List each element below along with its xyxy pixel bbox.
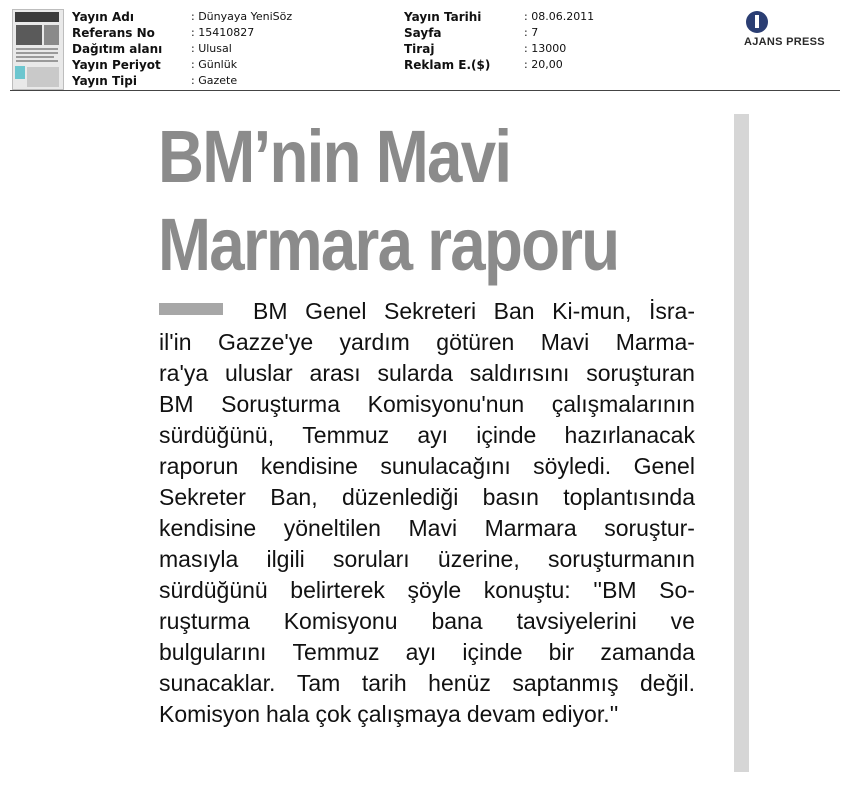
info-value: : Gazete bbox=[191, 74, 238, 87]
body-line: raporun kendisine sunulacağını söyledi. Genel bbox=[159, 453, 695, 479]
body-line: ra'ya uluslar arası sularda saldırısını soruşturan bbox=[159, 360, 695, 386]
body-line: bulgularını Temmuz ayı içinde bir zamanda bbox=[159, 639, 695, 665]
info-row-page bbox=[404, 25, 594, 41]
info-label: Reklam E.($) bbox=[404, 58, 491, 72]
info-value: : 15410827 bbox=[191, 26, 255, 39]
info-label: Yayın Tipi bbox=[72, 74, 137, 88]
body-line: BM Soruşturma Komisyonu'nun çalışmalarının bbox=[159, 391, 695, 417]
body-line: ruşturma Komisyonu bana tavsiyelerini ve bbox=[159, 608, 695, 634]
logo-mark-icon bbox=[746, 11, 768, 33]
ajans-press-logo bbox=[744, 11, 838, 51]
clipping-thumbnail bbox=[12, 9, 64, 90]
info-row-publication-name bbox=[72, 9, 292, 25]
body-line: sürdüğünü belirterek şöyle konuştu: ''BM So- bbox=[159, 577, 695, 603]
info-label: Yayın Adı bbox=[72, 10, 134, 24]
info-value: : 13000 bbox=[524, 42, 567, 55]
info-value: : 20,00 bbox=[524, 58, 563, 71]
info-label: Yayın Periyot bbox=[72, 58, 161, 72]
info-row-date bbox=[404, 9, 594, 25]
info-value: : 08.06.2011 bbox=[524, 10, 595, 23]
headline-line: BM’nin Mavi bbox=[158, 115, 511, 198]
body-line: Komisyon hala çok çalışmaya devam ediyor.'' bbox=[159, 701, 619, 727]
info-value: : Ulusal bbox=[191, 42, 232, 55]
article-headline bbox=[158, 113, 618, 289]
info-value: : Dünyaya YeniSöz bbox=[191, 10, 293, 23]
body-line: sürdüğünü, Temmuz ayı içinde hazırlanacak bbox=[159, 422, 695, 448]
info-row-distribution bbox=[72, 41, 292, 57]
body-line: kendisine yöneltilen Mavi Marmara soruştur- bbox=[159, 515, 695, 541]
info-row-ad-equivalent bbox=[404, 57, 594, 73]
body-line: il'in Gazze'ye yardım götüren Mavi Marma- bbox=[159, 329, 695, 355]
headline-line: Marmara raporu bbox=[158, 203, 619, 286]
info-label: Tiraj bbox=[404, 42, 435, 56]
publication-info-right bbox=[404, 9, 594, 73]
column-side-bar bbox=[734, 114, 749, 772]
info-label: Sayfa bbox=[404, 26, 442, 40]
info-row-reference-no bbox=[72, 25, 292, 41]
body-line: sunacaklar. Tam tarih henüz saptanmış değil. bbox=[159, 670, 695, 696]
publication-info-left bbox=[72, 9, 292, 89]
article-body bbox=[159, 296, 695, 730]
info-value: : Günlük bbox=[191, 58, 238, 71]
header-divider bbox=[10, 90, 840, 91]
info-value: : 7 bbox=[524, 26, 539, 39]
info-label: Referans No bbox=[72, 26, 155, 40]
info-row-circulation bbox=[404, 41, 594, 57]
info-row-period bbox=[72, 57, 292, 73]
body-line: BM Genel Sekreteri Ban Ki-mun, İsra- bbox=[253, 298, 695, 324]
info-label: Yayın Tarihi bbox=[404, 10, 482, 24]
body-line: Sekreter Ban, düzenlediği basın toplantısında bbox=[159, 484, 695, 510]
logo-text: AJANS PRESS bbox=[744, 36, 825, 48]
body-line: masıyla ilgili soruları üzerine, soruşturmanın bbox=[159, 546, 695, 572]
info-row-type bbox=[72, 73, 292, 89]
info-label: Dağıtım alanı bbox=[72, 42, 163, 56]
